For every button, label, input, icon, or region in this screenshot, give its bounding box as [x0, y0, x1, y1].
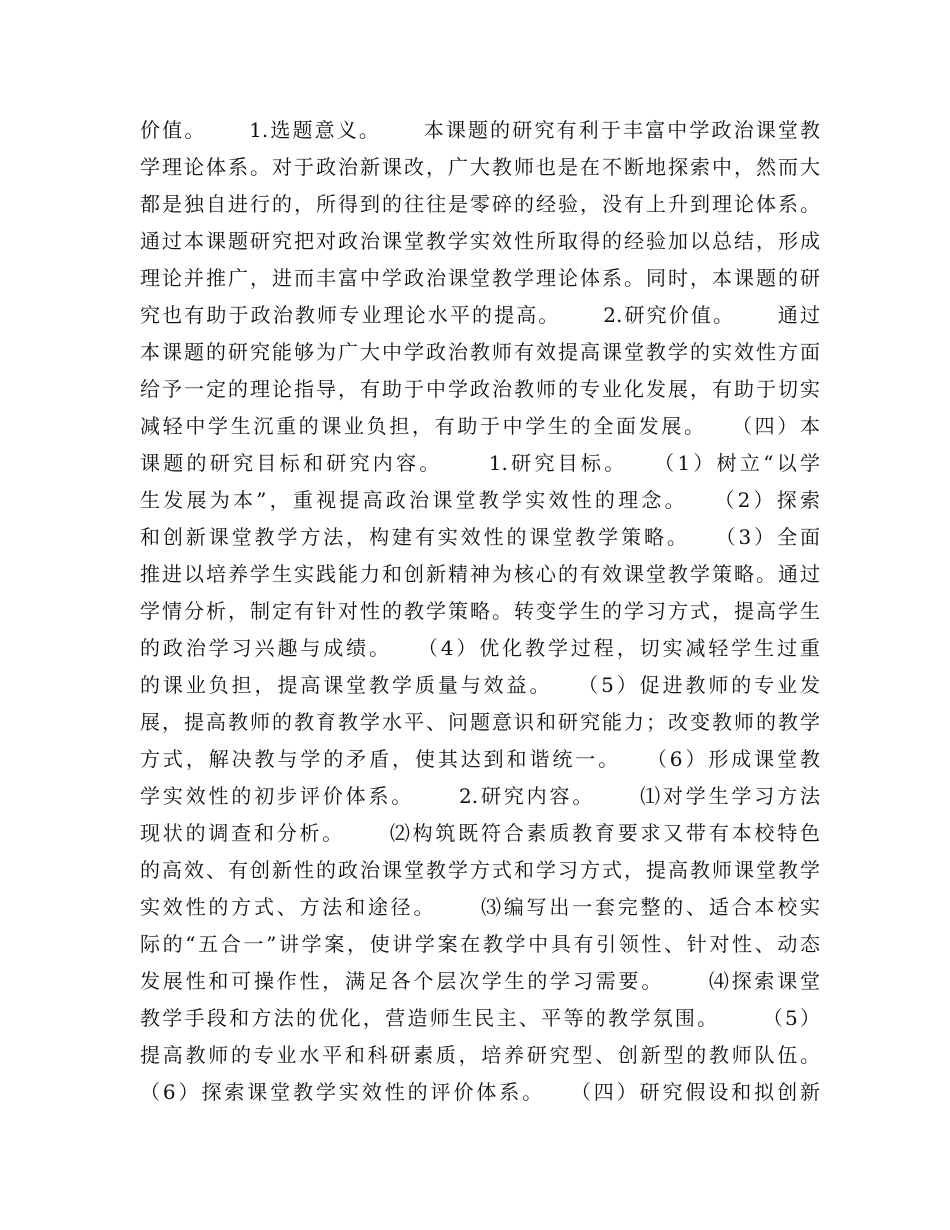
- text-line: 发展性和可操作性，满足各个层次学生的学习需要。 ⑷探索课堂: [140, 969, 820, 993]
- text-line: 生发展为本”，重视提高政治课堂教学实效性的理念。 （2）探索: [140, 488, 820, 512]
- text-line: 的政治学习兴趣与成绩。 （4）优化教学过程，切实减轻学生过重: [140, 636, 820, 660]
- text-line: 提高教师的专业水平和科研素质，培养研究型、创新型的教师队伍。: [140, 1043, 820, 1067]
- text-line: 教学手段和方法的优化，营造师生民主、平等的教学氛围。 （5）: [140, 1006, 820, 1030]
- text-line: 展，提高教师的教育教学水平、问题意识和研究能力；改变教师的教学: [140, 710, 820, 734]
- text-line: 价值。 1.选题意义。 本课题的研究有利于丰富中学政治课堂教: [140, 118, 820, 142]
- text-line: 课题的研究目标和研究内容。 1.研究目标。 （1）树立“以学: [140, 451, 820, 475]
- text-line: 减轻中学生沉重的课业负担，有助于中学生的全面发展。 （四）本: [140, 414, 820, 438]
- text-line: 学理论体系。对于政治新课改，广大教师也是在不断地探索中，然而大: [140, 155, 820, 179]
- text-line: 推进以培养学生实践能力和创新精神为核心的有效课堂教学策略。通过: [140, 562, 820, 586]
- text-line: 都是独自进行的，所得到的往往是零碎的经验，没有上升到理论体系。: [140, 192, 820, 216]
- text-line: 际的“五合一”讲学案，使讲学案在教学中具有引领性、针对性、动态: [140, 932, 820, 956]
- text-line: 本课题的研究能够为广大中学政治教师有效提高课堂教学的实效性方面: [140, 340, 820, 364]
- text-line: 现状的调查和分析。 ⑵构筑既符合素质教育要求又带有本校特色: [140, 821, 820, 845]
- text-line: 实效性的方式、方法和途径。 ⑶编写出一套完整的、适合本校实: [140, 895, 820, 919]
- text-line: 理论并推广，进而丰富中学政治课堂教学理论体系。同时，本课题的研: [140, 266, 820, 290]
- text-line: 究也有助于政治教师专业理论水平的提高。 2.研究价值。 通过: [140, 303, 820, 327]
- text-line: 学实效性的初步评价体系。 2.研究内容。 ⑴对学生学习方法: [140, 784, 820, 808]
- text-line: 的课业负担，提高课堂教学质量与效益。 （5）促进教师的专业发: [140, 673, 820, 697]
- text-line: 的高效、有创新性的政治课堂教学方式和学习方式，提高教师课堂教学: [140, 858, 820, 882]
- text-line: 学情分析，制定有针对性的教学策略。转变学生的学习方式，提高学生: [140, 599, 820, 623]
- body-text: [140, 112, 820, 1111]
- text-line: 通过本课题研究把对政治课堂教学实效性所取得的经验加以总结，形成: [140, 229, 820, 253]
- text-line: 和创新课堂教学方法，构建有实效性的课堂教学策略。 （3）全面: [140, 525, 820, 549]
- text-line: 给予一定的理论指导，有助于中学政治教师的专业化发展，有助于切实: [140, 377, 820, 401]
- text-line: 方式，解决教与学的矛盾，使其达到和谐统一。 （6）形成课堂教: [140, 747, 820, 771]
- text-line: （6）探索课堂教学实效性的评价体系。 （四）研究假设和拟创新: [140, 1080, 820, 1104]
